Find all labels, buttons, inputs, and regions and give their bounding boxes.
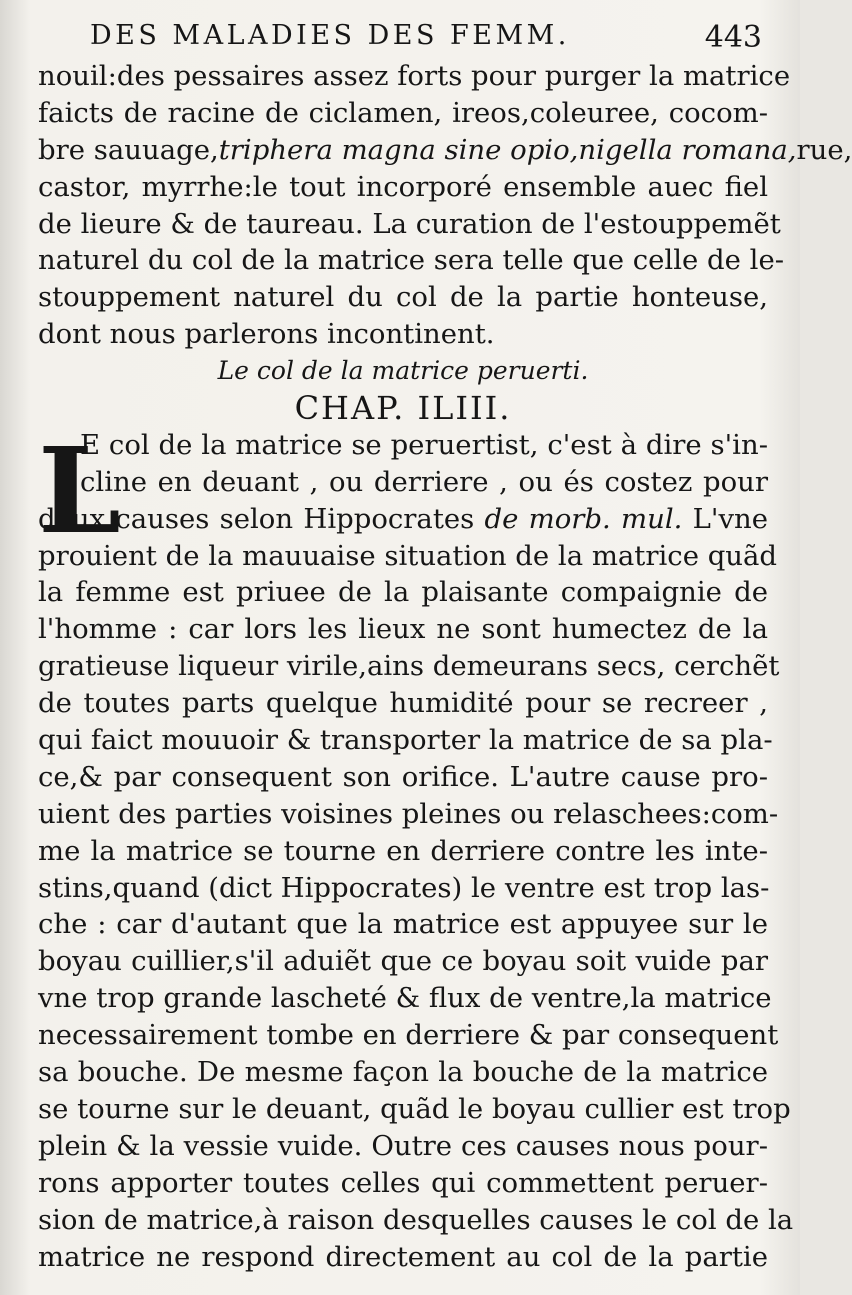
text-line: [38, 132, 852, 169]
text-span: bre sauuage,: [38, 133, 219, 166]
section-subheading: Le col de la matrice peruerti.: [217, 356, 589, 386]
text-line: plein & la vessie vuide. Outre ces causes nous pour-: [38, 1129, 768, 1162]
text-line: boyau cuillier,s'il aduiẽt que ce boyau soit vuide par: [38, 945, 768, 978]
text-line: sa bouche. De mesme façon la bouche de la matrice: [38, 1056, 768, 1089]
text-line: sion de matrice,à raison desquelles causes le col de la: [38, 1203, 794, 1236]
page-number: 443: [704, 20, 762, 55]
text-line: castor, myrrhe:le tout incorporé ensemble auec fiel: [38, 170, 768, 203]
page-header: [90, 14, 762, 56]
text-line: uient des parties voisines pleines ou relaschees:com-: [38, 797, 779, 830]
text-line: ce,& par consequent son orifice. L'autre cause pro-: [38, 760, 768, 793]
text-line: de lieure & de taureau. La curation de l'estouppemẽt: [38, 207, 781, 240]
body-text: [38, 58, 852, 1275]
text-span: L'vne: [692, 502, 768, 535]
text-line: [38, 501, 768, 538]
text-line: nouil:des pessaires assez forts pour purger la matrice: [38, 60, 791, 92]
text-line: rons apporter toutes celles qui commettent peruer-: [38, 1166, 768, 1199]
drop-cap: L: [38, 420, 121, 560]
text-line: cline en deuant , ou derriere , ou és costez pour: [80, 465, 768, 498]
chapter-body: [38, 420, 794, 1275]
text-line: se tourne sur le deuant, quãd le boyau cullier est trop: [38, 1092, 791, 1125]
text-line: stins,quand (dict Hippocrates) le ventre est trop las-: [38, 871, 770, 904]
text-line: qui faict mouuoir & transporter la matrice de sa pla-: [38, 724, 773, 757]
italic-citation: de morb. mul.: [484, 502, 683, 535]
text-span: rue,: [796, 133, 852, 166]
text-line: la femme est priuee de la plaisante compaignie de: [38, 576, 768, 609]
text-line: l'homme : car lors les lieux ne sont humectez de la: [38, 613, 768, 646]
text-line: che : car d'autant que la matrice est appuyee sur le: [38, 908, 768, 941]
text-line: me la matrice se tourne en derriere contre les inte-: [38, 834, 768, 867]
text-line: prouient de la mauuaise situation de la matrice quãd: [38, 539, 778, 572]
text-line: stouppement naturel du col de la partie honteuse,: [38, 281, 768, 314]
text-line: dont nous parlerons incontinent.: [38, 318, 495, 351]
text-line: E col de la matrice se peruertist, c'est à dire s'in-: [80, 428, 768, 461]
text-line: vne trop grande lascheté & flux de ventre,la matrice: [38, 982, 772, 1015]
running-head: DES MALADIES DES FEMM.: [90, 20, 570, 51]
text-span: deux causes selon Hippocrates: [38, 502, 475, 535]
text-line: matrice ne respond directement au col de la partie: [38, 1240, 768, 1273]
chapter-heading: CHAP. ILIII.: [294, 389, 512, 428]
text-line: naturel du col de la matrice sera telle que celle de le-: [38, 244, 785, 277]
text-line: necessairement tombe en derriere & par consequent: [38, 1019, 779, 1052]
italic-latin-phrase: triphera magna sine opio,nigella romana,: [218, 133, 797, 166]
text-line: gratieuse liqueur virile,ains demeurans secs, cerchẽt: [38, 650, 780, 683]
text-line: faicts de racine de ciclamen, ireos,coleuree, cocom-: [38, 96, 768, 129]
text-line: de toutes parts quelque humidité pour se recreer ,: [38, 687, 768, 720]
